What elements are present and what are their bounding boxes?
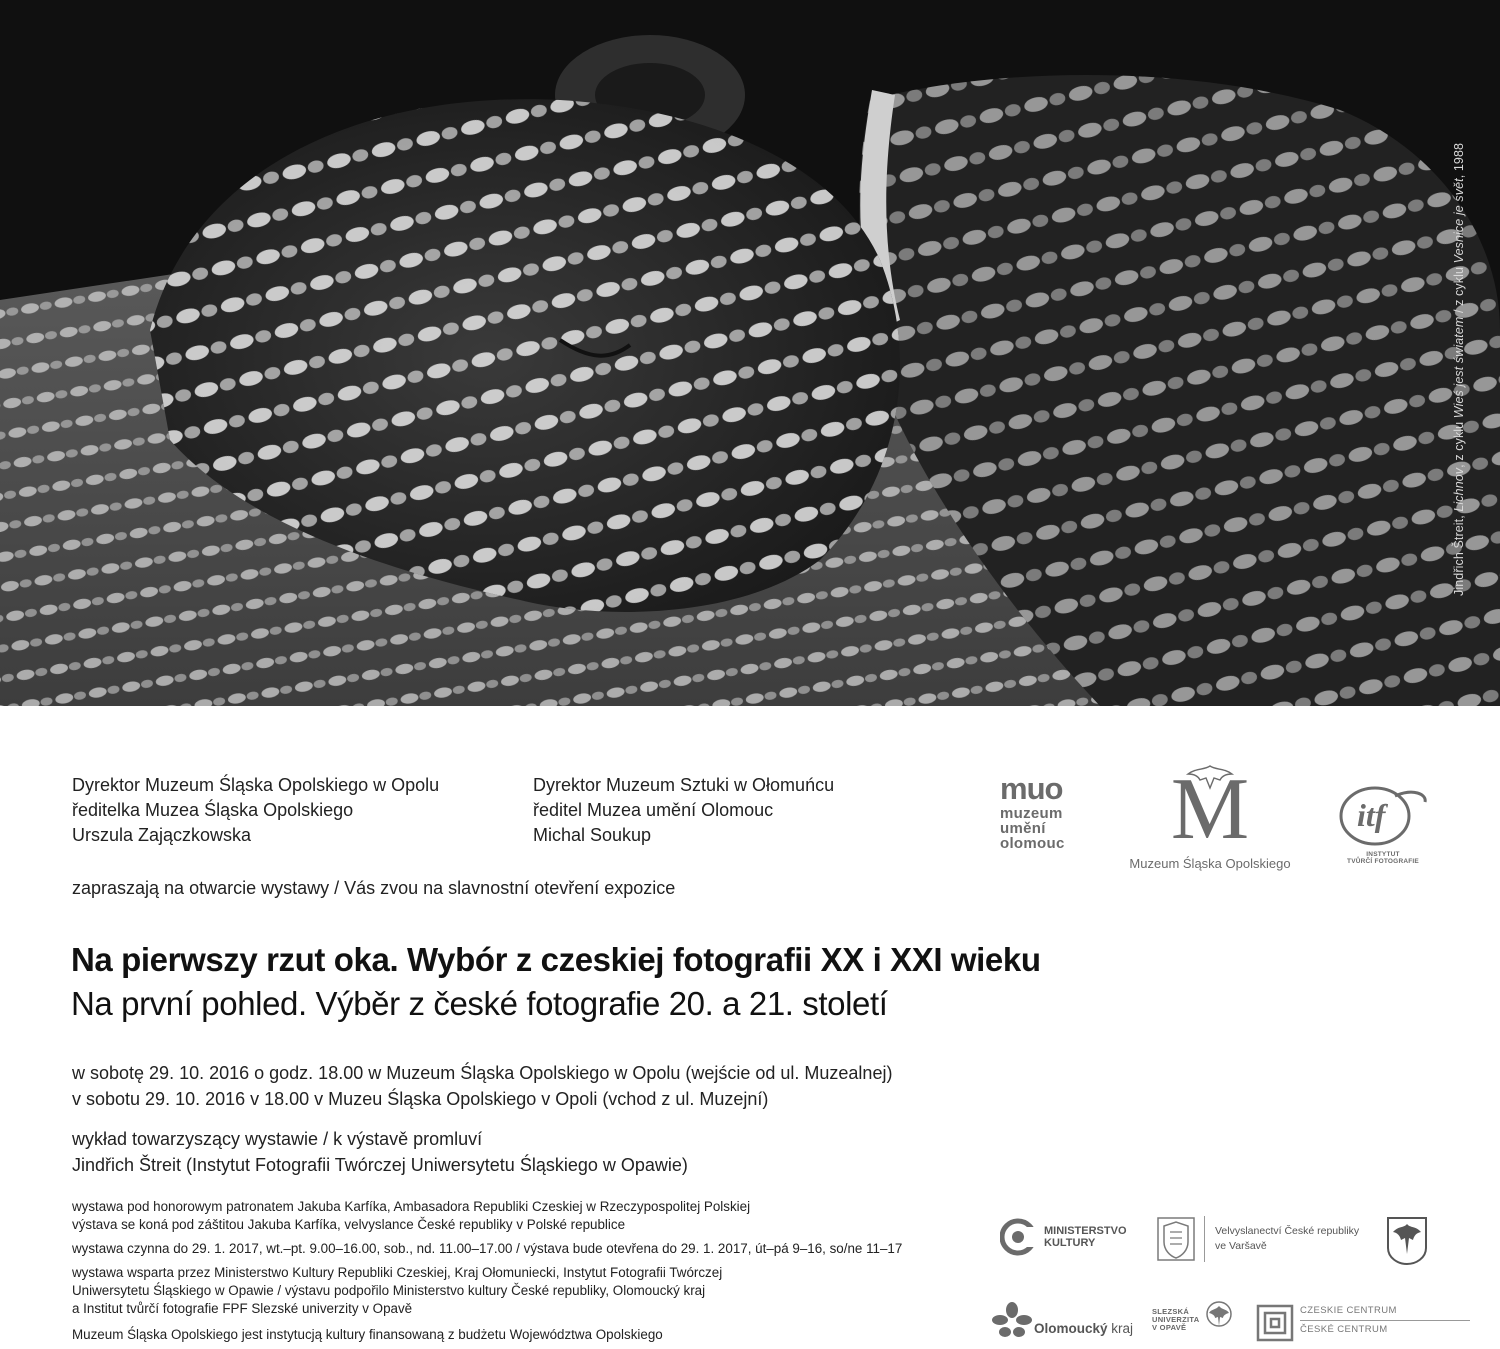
organiser-left-line: Urszula Zajączkowska — [72, 825, 252, 845]
embassy-text: Velvyslanectví České republiky — [1215, 1225, 1360, 1237]
itf-logo-text: INSTYTUT — [1366, 851, 1400, 858]
organiser-left — [72, 773, 439, 848]
lecture-info — [72, 1126, 688, 1178]
czech-centre-rule — [1300, 1320, 1470, 1321]
ministry-culture-text: MINISTERSTVO — [1044, 1225, 1127, 1237]
olomouc-region-text: Olomoucký — [1034, 1321, 1108, 1336]
university-text: SLEZSKÁ — [1152, 1307, 1190, 1316]
organiser-left-line: Dyrektor Muzeum Śląska Opolskiego w Opolu — [72, 775, 440, 795]
embassy-text: ve Varšavě — [1215, 1240, 1267, 1252]
mso-logo-mark: M — [1170, 761, 1250, 858]
event-date-czech: v sobotu 29. 10. 2016 v 18.00 v Muzeu Śląska Opolskiego v Opoli (vchod z ul. Muzejní) — [72, 1089, 769, 1109]
polish-eagle-icon — [1386, 1216, 1428, 1266]
muo-logo — [1000, 772, 1065, 851]
patronage-polish: wystawa pod honorowym patronatem Jakuba Karfíka, Ambasadora Republiki Czeskiej w Rzeczypospolitej Polskiej — [72, 1199, 751, 1214]
muo-logo-text: muzeum — [1000, 805, 1063, 822]
organiser-right — [533, 773, 834, 848]
czech-centre-text: CZESKIE CENTRUM — [1300, 1305, 1397, 1316]
itf-logo-mark: itf — [1357, 797, 1386, 833]
czech-lion-emblem-icon — [1156, 1216, 1196, 1262]
university-crest-icon — [1203, 1300, 1235, 1340]
opening-hours: wystawa czynna do 29. 1. 2017, wt.–pt. 9.00–16.00, sob., nd. 11.00–17.00 / výstava bude otevřena do 29. 1. 2017, út–pá 9–16, so/ne 11–17 — [72, 1241, 903, 1256]
university-text: V OPAVĚ — [1152, 1323, 1187, 1332]
silesian-university-logo — [1152, 1300, 1235, 1340]
support-line: a Institut tvůrčí fotografie FPF Slezské univerzity v Opavě — [72, 1301, 413, 1316]
polish-eagle-logo — [1386, 1216, 1428, 1271]
olomouc-region-text: kraj — [1107, 1321, 1134, 1336]
muo-logo-text: olomouc — [1000, 835, 1065, 852]
itf-logo-text: TVŮRČÍ FOTOGRAFIE — [1347, 858, 1419, 865]
ministry-culture-text: KULTURY — [1044, 1237, 1096, 1249]
support-line: wystawa wsparta przez Ministerstwo Kultury Republiki Czeskiej, Kraj Ołomuniecki, Instytut Fotografii Twórczej — [72, 1265, 723, 1280]
mso-logo-caption: Muzeum Śląska Opolskiego — [1129, 856, 1291, 871]
photo-credit: Jindřich Štreit, Lichnov, z cyklu Wieś jest światem / z cyklu Vesnice je svět, 1988 — [1452, 142, 1466, 596]
czech-centre-text: ČESKÉ CENTRUM — [1300, 1324, 1388, 1335]
ministry-culture-logo — [1000, 1217, 1127, 1257]
embassy-divider — [1204, 1216, 1205, 1262]
flower-icon — [992, 1302, 1032, 1338]
university-text: UNIVERZITA — [1152, 1315, 1200, 1324]
title-czech: Na první pohled. Výběr z české fotografie 20. a 21. století — [71, 985, 888, 1022]
organiser-right-line: Michal Soukup — [533, 825, 652, 845]
czech-centre-icon — [1256, 1304, 1294, 1342]
organiser-right-line: Dyrektor Muzeum Sztuki w Ołomuńcu — [533, 775, 835, 795]
muo-logo-text: umění — [1000, 820, 1046, 837]
itf-logo-icon — [1335, 782, 1431, 846]
muo-logo-mark: muo — [1000, 771, 1063, 806]
organiser-right-line: ředitel Muzea umění Olomouc — [533, 800, 774, 820]
event-date-polish: w sobotę 29. 10. 2016 o godz. 18.00 w Muzeum Śląska Opolskiego w Opolu (wejście od ul. Muzealnej) — [72, 1063, 893, 1083]
eagle-crest-icon — [1180, 762, 1240, 790]
organiser-left-line: ředitelka Muzea Śląska Opolskiego — [72, 800, 354, 820]
support-info — [72, 1264, 722, 1318]
lecture-line: wykład towarzyszący wystawie / k výstavě promluví — [72, 1129, 483, 1149]
ministry-culture-icon — [1000, 1217, 1036, 1257]
itf-logo — [1335, 782, 1431, 865]
lecture-speaker: Jindřich Štreit (Instytut Fotografii Twórczej Uniwersytetu Śląskiego w Opawie) — [72, 1155, 688, 1175]
funding-info: Muzeum Śląska Opolskiego jest instytucją kultury finansowaną z budżetu Województwa Opolskiego — [72, 1327, 663, 1342]
olomouc-region-logo — [992, 1302, 1133, 1338]
czech-centre-logo — [1256, 1304, 1470, 1342]
invitation-line: zapraszają na otwarcie wystawy / Vás zvou na slavnostní otevření expozice — [72, 878, 676, 898]
event-date — [72, 1060, 892, 1112]
support-line: Uniwersytetu Śląskiego w Opawie / výstavu podpořilo Ministerstvo kultury České republiky, Olomoucký kraj — [72, 1283, 706, 1298]
patronage-czech: výstava se koná pod záštitou Jakuba Karfíka, velvyslance České republiky v Polské republice — [72, 1217, 626, 1232]
title-polish: Na pierwszy rzut oka. Wybór z czeskiej fotografii XX i XXI wieku — [71, 941, 1041, 978]
embassy-logo — [1156, 1216, 1359, 1262]
patronage-info — [72, 1198, 750, 1234]
exhibition-title — [71, 938, 1041, 1026]
mso-logo — [1120, 760, 1300, 871]
